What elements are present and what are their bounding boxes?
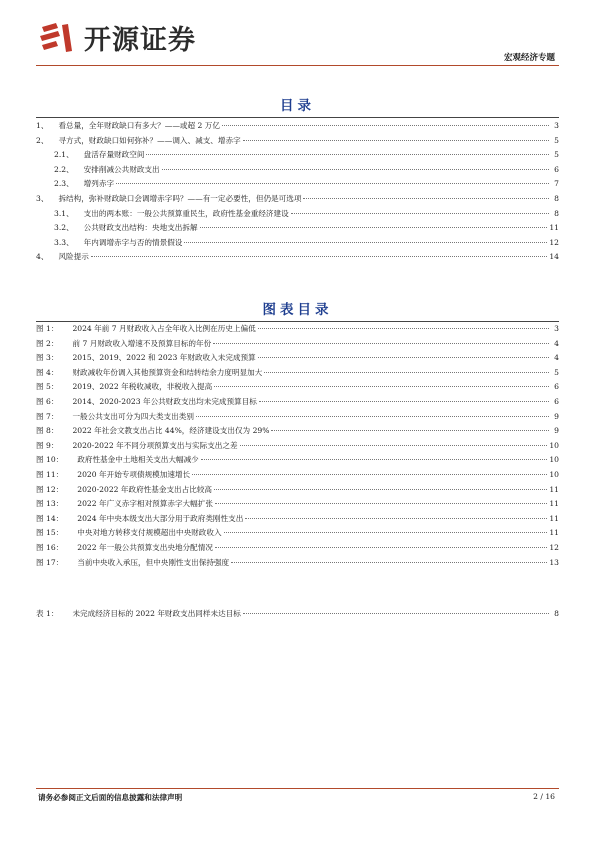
- figure-entry[interactable]: [36, 367, 559, 382]
- figure-entry[interactable]: [36, 352, 559, 367]
- dot-leader: [201, 459, 548, 460]
- entry-title: 风险提示: [58, 252, 89, 262]
- dot-leader: [200, 227, 548, 228]
- dot-leader: [224, 532, 548, 533]
- dot-leader: [91, 256, 548, 257]
- entry-number: 图 2：: [36, 338, 59, 348]
- entry-page: 6: [554, 164, 559, 174]
- entry-number: 图 11：: [36, 469, 64, 479]
- toc-entry[interactable]: [36, 193, 559, 208]
- figure-entry[interactable]: [36, 396, 559, 411]
- dot-leader: [214, 489, 547, 490]
- entry-page: 10: [549, 440, 559, 450]
- entry-page: 12: [549, 542, 559, 552]
- entry-title: 2024 年中央本级支出大部分用于政府类刚性支出: [77, 513, 244, 523]
- entry-title: 年内调增赤字与否的情景假设: [83, 237, 183, 247]
- dot-leader: [264, 372, 549, 373]
- figure-entry[interactable]: [36, 338, 559, 353]
- entry-title: 政府性基金中土地相关支出大幅减少: [77, 455, 199, 465]
- entry-page: 5: [554, 135, 559, 145]
- figure-entry[interactable]: [36, 608, 559, 623]
- entry-title: 安排削减公共财政支出: [83, 164, 160, 174]
- dot-leader: [213, 343, 549, 344]
- toc-list: [36, 120, 559, 266]
- entry-title: 2020 年开始专项债规模加速增长: [77, 469, 191, 479]
- entry-title: 2024 年前 7 月财政收入占全年收入比例在历史上偏低: [72, 324, 256, 333]
- entry-number: 图 1：: [36, 324, 59, 333]
- toc-title-divider: [36, 117, 559, 118]
- entry-number: 2.1、: [54, 150, 74, 160]
- entry-page: 8: [554, 609, 559, 618]
- entry-title: 2020-2022 年不同分项预算支出与实际支出之差: [72, 440, 238, 450]
- dot-leader: [222, 125, 549, 126]
- entry-title: 2022 年广义赤字相对预算赤字大幅扩张: [77, 499, 213, 509]
- figures-toc-title: 图表目录: [262, 302, 333, 318]
- entry-title: 支出的两本账：一般公共预算重民生，政府性基金重经济建设: [83, 208, 289, 218]
- entry-page: 11: [549, 499, 559, 509]
- dot-leader: [291, 213, 549, 214]
- entry-title: 增列赤字: [83, 179, 115, 189]
- figures-list: [36, 323, 559, 571]
- dot-leader: [215, 547, 547, 548]
- entry-number: 表 1：: [36, 609, 59, 618]
- entry-title: 看总量，全年财政缺口有多大？——或超 2 万亿: [58, 121, 220, 130]
- figure-entry[interactable]: [36, 513, 559, 528]
- entry-number: 图 15：: [36, 528, 64, 538]
- entry-title: 2022 年一般公共预算支出央地分配情况: [77, 542, 213, 552]
- entry-page: 3: [554, 121, 559, 130]
- toc-entry[interactable]: [36, 178, 559, 193]
- entry-number: 1、: [36, 121, 49, 130]
- entry-title: 公共财政支出结构：央地支出拆解: [83, 223, 198, 233]
- legal-disclaimer: 请务必参阅正文后面的信息披露和法律声明: [38, 793, 183, 802]
- entry-number: 2、: [36, 135, 49, 145]
- entry-page: 8: [554, 193, 559, 203]
- entry-number: 3.1、: [54, 208, 74, 218]
- dot-leader: [259, 401, 549, 402]
- dot-leader: [271, 430, 549, 431]
- entry-page: 3: [554, 324, 559, 333]
- entry-title: 盘活存量财政空间: [83, 150, 145, 160]
- entry-number: 3.3、: [54, 237, 74, 247]
- figure-entry[interactable]: [36, 498, 559, 513]
- entry-title: 拆结构，弥补财政缺口会调增赤字吗？——有一定必要性，但仍是可选项: [58, 193, 302, 203]
- figure-entry[interactable]: [36, 381, 559, 396]
- dot-leader: [258, 328, 549, 329]
- entry-number: 图 4：: [36, 367, 59, 377]
- entry-number: 图 7：: [36, 411, 59, 421]
- entry-page: 6: [554, 396, 559, 406]
- entry-page: 9: [554, 426, 559, 436]
- entry-number: 图 16：: [36, 542, 64, 552]
- toc-entry[interactable]: [36, 222, 559, 237]
- entry-number: 图 10：: [36, 455, 64, 465]
- entry-title: 中央对地方转移支付规模超出中央财政收入: [77, 528, 222, 538]
- toc-entry[interactable]: [36, 164, 559, 179]
- entry-page: 11: [549, 513, 559, 523]
- header-divider: [36, 65, 559, 66]
- entry-number: 图 6：: [36, 396, 59, 406]
- dot-leader: [184, 242, 547, 243]
- toc-entry[interactable]: [36, 208, 559, 223]
- figure-entry[interactable]: [36, 411, 559, 426]
- figure-entry[interactable]: [36, 425, 559, 440]
- dot-leader: [196, 416, 549, 417]
- footer-divider: [36, 788, 559, 789]
- entry-page: 13: [549, 557, 559, 567]
- figure-entry[interactable]: [36, 527, 559, 542]
- entry-number: 3.2、: [54, 223, 74, 233]
- entry-page: 11: [549, 223, 559, 233]
- figure-entry[interactable]: [36, 469, 559, 484]
- entry-page: 11: [549, 484, 559, 494]
- entry-page: 4: [554, 338, 559, 348]
- entry-page: 11: [549, 528, 559, 538]
- toc-entry[interactable]: [36, 149, 559, 164]
- page-number: 2 / 16: [533, 792, 555, 801]
- entry-page: 10: [549, 469, 559, 479]
- figure-entry[interactable]: [36, 542, 559, 557]
- entry-number: 2.2、: [54, 164, 74, 174]
- entry-title: 财政减收年份调入其他预算资金和结转结余力度明显加大: [72, 367, 263, 377]
- entry-title: 2019、2022 年税收减收，非税收入提高: [72, 382, 213, 392]
- kaiyuan-logo-icon: [38, 21, 76, 55]
- entry-title: 2015、2019、2022 和 2023 年财政收入未完成预算: [72, 353, 256, 363]
- entry-title: 2020-2022 年政府性基金支出占比较高: [77, 484, 213, 494]
- entry-page: 7: [554, 179, 559, 189]
- dot-leader: [258, 357, 549, 358]
- dot-leader: [240, 445, 548, 446]
- figure-entry[interactable]: [36, 454, 559, 469]
- document-type-label: 宏观经济专题: [503, 53, 555, 63]
- figures-title-divider: [36, 321, 559, 322]
- dot-leader: [243, 140, 549, 141]
- figure-entry[interactable]: [36, 484, 559, 499]
- entry-number: 图 13：: [36, 499, 64, 509]
- toc-entry[interactable]: [36, 237, 559, 252]
- entry-page: 6: [554, 382, 559, 392]
- dot-leader: [303, 198, 549, 199]
- entry-page: 5: [554, 150, 559, 160]
- dot-leader: [192, 474, 547, 475]
- entry-page: 4: [554, 353, 559, 363]
- entry-number: 图 9：: [36, 440, 59, 450]
- dot-leader: [243, 613, 549, 614]
- entry-number: 图 14：: [36, 513, 64, 523]
- brand-name: 开源证券: [84, 25, 196, 56]
- dot-leader: [146, 154, 549, 155]
- entry-title: 2022 年社会文教支出占比 44%，经济建设支出仅为 29%: [72, 426, 270, 436]
- entry-number: 3、: [36, 193, 49, 203]
- entry-page: 8: [554, 208, 559, 218]
- entry-number: 图 5：: [36, 382, 59, 392]
- figure-entry[interactable]: [36, 557, 559, 572]
- dot-leader: [215, 503, 547, 504]
- entry-number: 4、: [36, 252, 49, 262]
- toc-title: 目录: [280, 98, 315, 114]
- figure-entry[interactable]: [36, 323, 559, 338]
- entry-title: 当前中央收入承压，但中央刚性支出保持强度: [77, 557, 230, 567]
- entry-title: 前 7 月财政收入增速不及预算目标的年份: [72, 338, 212, 348]
- entry-number: 2.3、: [54, 179, 74, 189]
- toc-entry[interactable]: [36, 251, 559, 266]
- entry-page: 12: [549, 237, 559, 247]
- entry-page: 10: [549, 455, 559, 465]
- entry-number: 图 17：: [36, 557, 64, 567]
- entry-number: 图 12：: [36, 484, 64, 494]
- entry-page: 9: [554, 411, 559, 421]
- toc-entry[interactable]: [36, 135, 559, 150]
- entry-number: 图 3：: [36, 353, 59, 363]
- entry-title: 未完成经济目标的 2022 年财政支出同样未达目标: [72, 609, 241, 618]
- tables-list: [36, 608, 559, 623]
- brand-logo: [38, 18, 196, 57]
- dot-leader: [116, 183, 549, 184]
- dot-leader: [231, 562, 547, 563]
- dot-leader: [162, 169, 549, 170]
- entry-title: 寻方式，财政缺口如何弥补？——调入、减支、增赤字: [58, 135, 241, 145]
- entry-number: 图 8：: [36, 426, 59, 436]
- entry-title: 一般公共支出可分为四大类支出类别: [72, 411, 194, 421]
- entry-title: 2014、2020-2023 年公共财政支出均未完成预算目标: [72, 396, 257, 406]
- toc-entry[interactable]: [36, 120, 559, 135]
- entry-page: 5: [554, 367, 559, 377]
- dot-leader: [214, 386, 549, 387]
- entry-page: 14: [549, 252, 559, 262]
- figure-entry[interactable]: [36, 440, 559, 455]
- dot-leader: [245, 518, 547, 519]
